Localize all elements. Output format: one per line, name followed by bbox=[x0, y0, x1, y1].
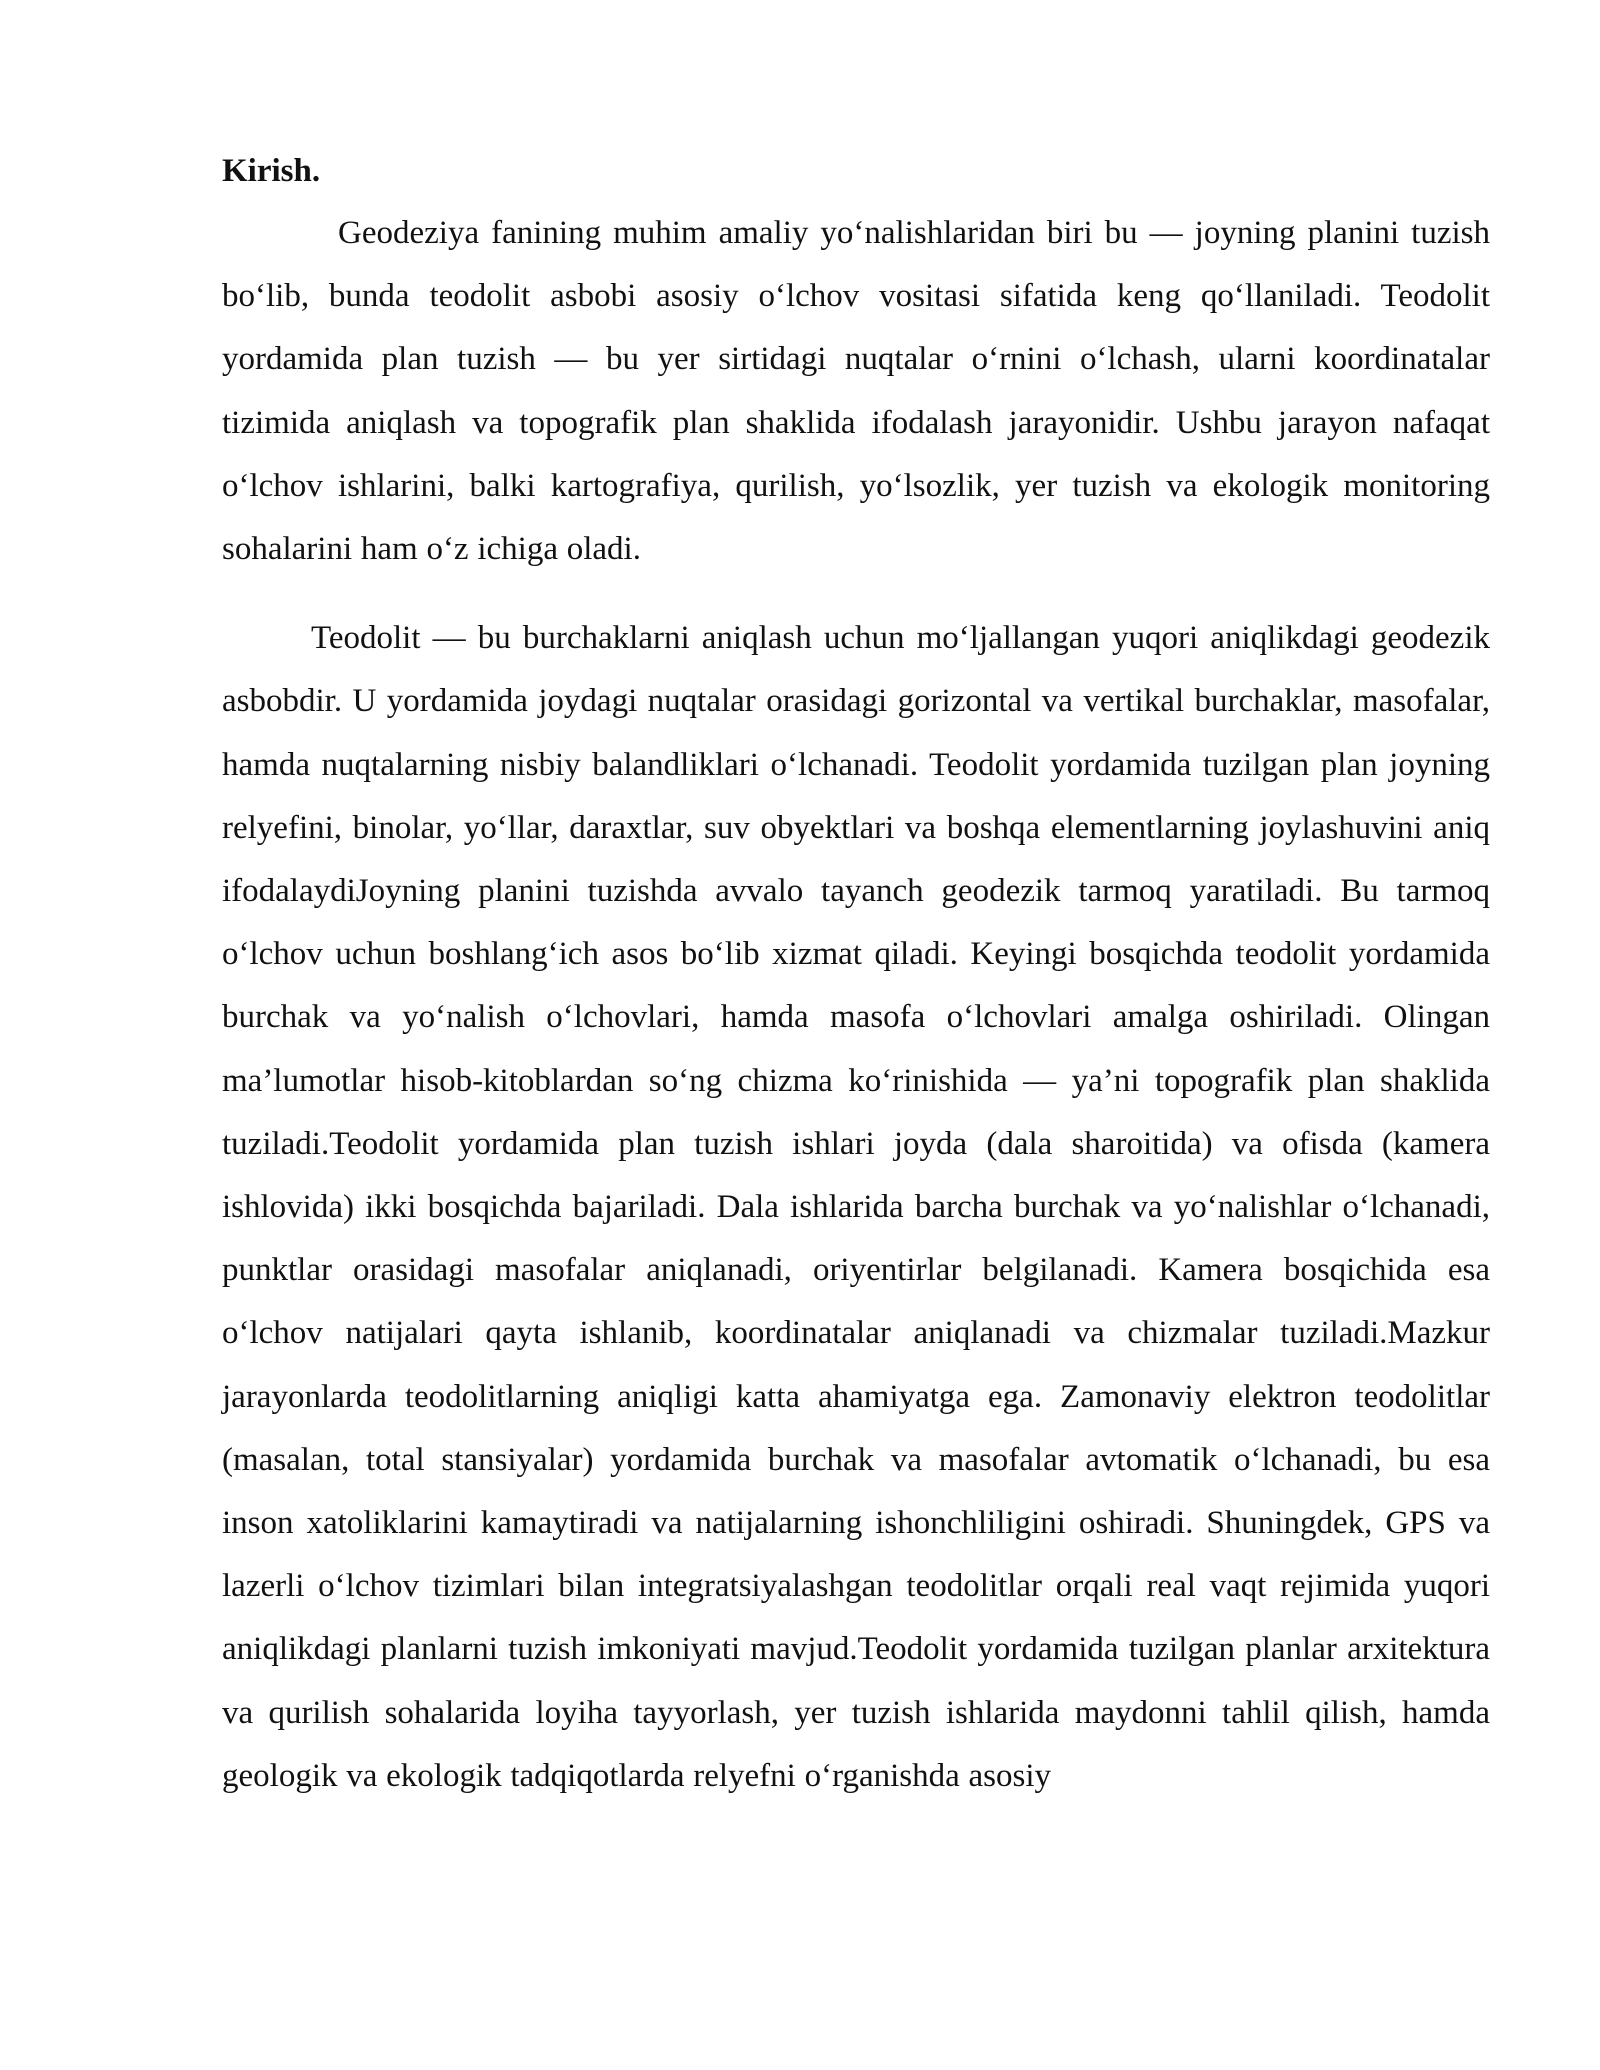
paragraph-introduction: Geodeziya fanining muhim amaliy yo‘nalishlaridan biri bu — joyning planini tuzish bo‘lib, bunda teodolit asbobi asosiy o‘lchov vositasi sifatida keng qo‘llaniladi. Teodolit yordamida plan tuzish — bu yer sirtidagi nuqtalar o‘rnini o‘lchash, ularni koordinatalar tizimida aniqlash va topografik plan shaklida ifodalash jarayonidir. Ushbu jarayon nafaqat o‘lchov ishlarini, balki kartografiya, qurilish, yo‘lsozlik, yer tuzish va ekologik monitoring sohalarini ham o‘z ichiga oladi. bbox=[222, 215, 1490, 568]
paragraph-teodolit: Teodolit — bu burchaklarni aniqlash uchun mo‘ljallangan yuqori aniqlikdagi geodezik asbobdir. U yordamida joydagi nuqtalar orasidagi gorizontal va vertikal burchaklar, masofalar, hamda nuqtalarning nisbiy balandliklari o‘lchanadi. Teodolit yordamida tuzilgan plan joyning relyefini, binolar, yo‘llar, daraxtlar, suv obyektlari va boshqa elementlarning joylashuvini aniq ifodalaydiJoyning planini tuzishda avvalo tayanch geodezik tarmoq yaratiladi. Bu tarmoq o‘lchov uchun boshlang‘ich asos bo‘lib xizmat qiladi. Keyingi bosqichda teodolit yordamida burchak va yo‘nalish o‘lchovlari, hamda masofa o‘lchovlari amalga oshiriladi. Olingan ma’lumotlar hisob-kitoblardan so‘ng chizma ko‘rinishida — ya’ni topografik plan shaklida tuziladi.Teodolit yordamida plan tuzish ishlari joyda (dala sharoitida) va ofisda (kamera ishlovida) ikki bosqichda bajariladi. Dala ishlarida barcha burchak va yo‘nalishlar o‘lchanadi, punktlar orasidagi masofalar aniqlanadi, oriyentirlar belgilanadi. Kamera bosqichida esa o‘lchov natijalari qayta ishlanib, koordinatalar aniqlanadi va chizmalar tuziladi.Mazkur jarayonlarda teodolitlarning aniqligi katta ahamiyatga ega. Zamonaviy elektron teodolitlar (masalan, total stansiyalar) yordamida burchak va masofalar avtomatik o‘lchanadi, bu esa inson xatoliklarini kamaytiradi va natijalarning ishonchliligini oshiradi. Shuningdek, GPS va lazerli o‘lchov tizimlari bilan integratsiyalashgan teodolitlar orqali real vaqt rejimida yuqori aniqlikdagi planlarni tuzish imkoniyati mavjud.Teodolit yordamida tuzilgan planlar arxitektura va qurilish sohalarida loyiha tayyorlash, yer tuzish ishlarida maydonni tahlil qilish, hamda geologik va ekologik tadqiqotlarda relyefni o‘rganishda asosiy bbox=[222, 620, 1490, 1794]
document-body bbox=[222, 140, 1490, 1808]
section-heading: Kirish. bbox=[222, 153, 321, 189]
